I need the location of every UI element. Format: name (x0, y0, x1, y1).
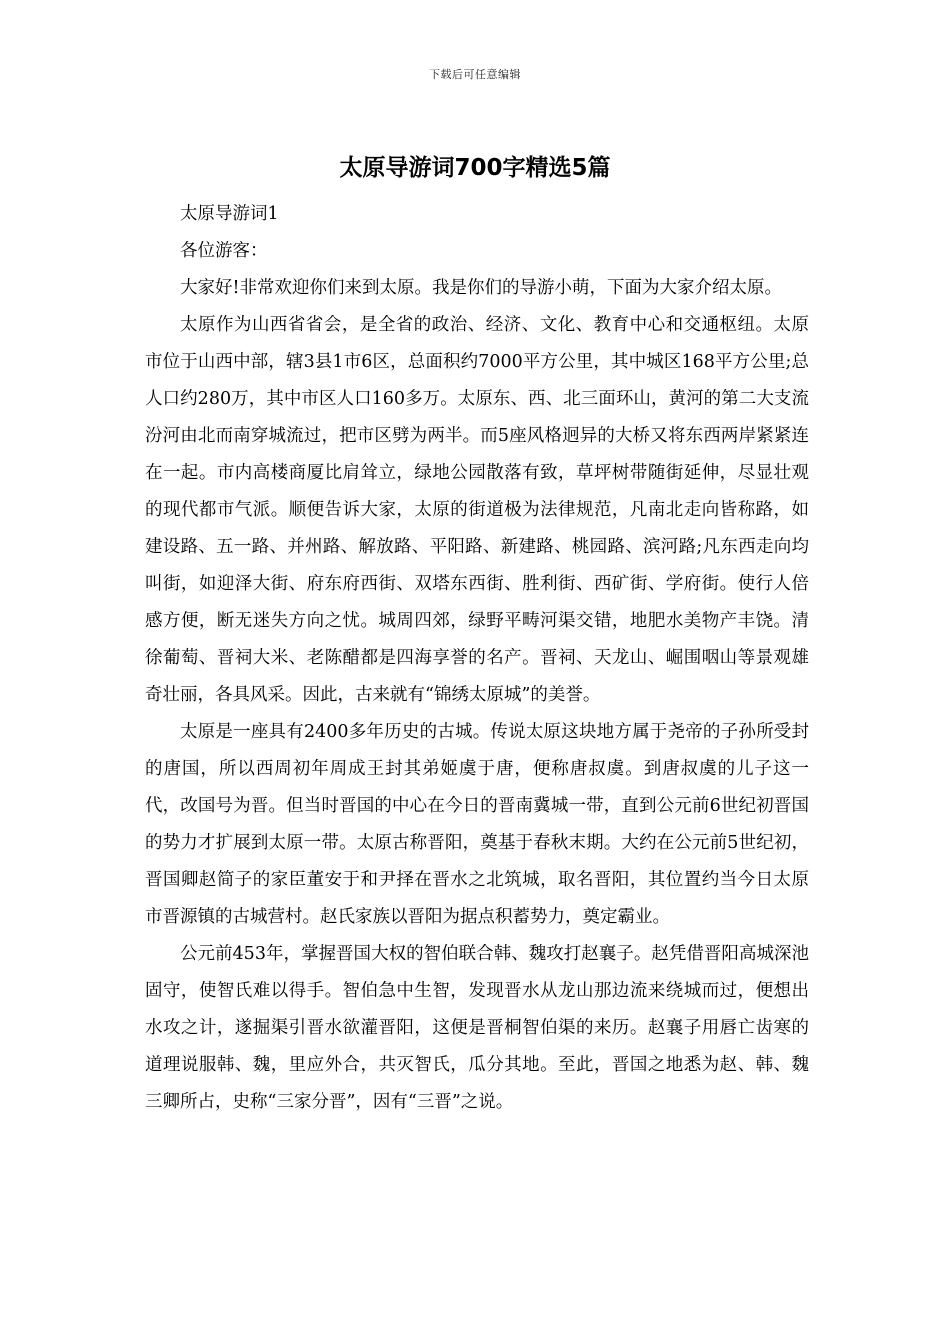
paragraph: 公元前453年，掌握晋国大权的智伯联合韩、魏攻打赵襄子。赵凭借晋阳高城深池固守，使智氏难以得手。智伯急中生智，发现晋水从龙山那边流来绕城而过，便想出水攻之计，遂掘渠引晋水欲灌晋阳，这便是晋桐智伯渠的来历。赵襄子用唇亡齿寒的道理说服韩、魏，里应外合，共灭智氏，瓜分其地。至此，晋国之地悉为赵、韩、魏三卿所占，史称“三家分晋”，因有“三晋”之说。 (145, 944, 809, 1112)
paragraph: 大家好!非常欢迎你们来到太原。我是你们的导游小萌，下面为大家介绍太原。 (180, 278, 783, 298)
document-body (145, 196, 809, 1121)
paragraph: 太原作为山西省省会，是全省的政治、经济、文化、教育中心和交通枢纽。太原市位于山西中部，辖3县1市6区，总面积约7000平方公里，其中城区168平方公里;总人口约280万，其中市区人口160多万。太原东、西、北三面环山，黄河的第二大支流汾河由北而南穿城流过，把市区劈为两半。而5座风格迥异的大桥又将东西两岸紧紧连在一起。市内高楼商厦比肩耸立，绿地公园散落有致，草坪树带随街延伸，尽显壮观的现代都市气派。顺便告诉大家，太原的街道极为法律规范，凡南北走向皆称路，如建设路、五一路、并州路、解放路、平阳路、新建路、桃园路、滨河路;凡东西走向均叫街，如迎泽大街、府东府西街、双塔东西街、胜利街、西矿街、学府街。使行人倍感方便，断无迷失方向之忧。城周四郊，绿野平畴河渠交错，地肥水美物产丰饶。清徐葡萄、晋祠大米、老陈醋都是四海享誉的名产。晋祠、天龙山、崛围咽山等景观雄奇壮丽，各具风采。因此，古来就有“锦绣太原城”的美誉。 (145, 315, 809, 705)
paragraph: 太原是一座具有2400多年历史的古城。传说太原这块地方属于尧帝的子孙所受封的唐国，所以西周初年周成王封其弟姬虞于唐，便称唐叔虞。到唐叔虞的儿子这一代，改国号为晋。但当时晋国的中心在今日的晋南冀城一带，直到公元前6世纪初晋国的势力才扩展到太原一带。太原古称晋阳，奠基于春秋末期。大约在公元前5世纪初，晋国卿赵简子的家臣董安于和尹择在晋水之北筑城，取名晋阳，其位置约当今日太原市晋源镇的古城营村。赵氏家族以晋阳为据点积蓄势力，奠定霸业。 (145, 722, 809, 927)
section-heading: 太原导游词1 (180, 204, 279, 224)
header-note: 下载后可任意编辑 (429, 68, 521, 81)
document-title: 太原导游词700字精选5篇 (339, 155, 611, 181)
salutation: 各位游客： (180, 241, 268, 261)
